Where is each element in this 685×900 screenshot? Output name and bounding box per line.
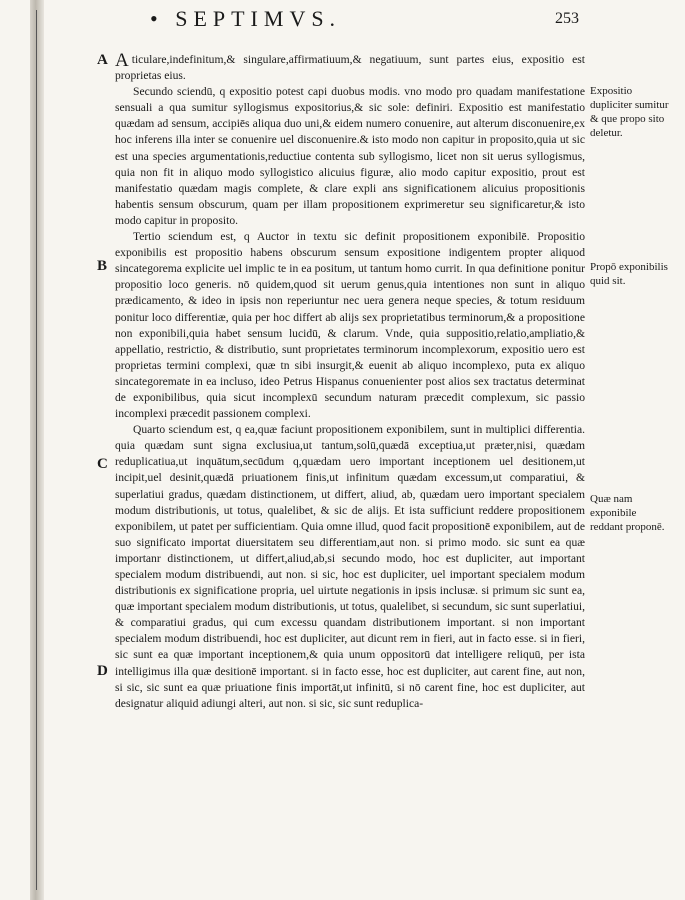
- page-header: [150, 6, 580, 36]
- page-number: 253: [555, 10, 579, 27]
- marginal-note-expositio: Expositio dupliciter sumitur & que propo sito deletur.: [590, 85, 669, 139]
- marginal-note-quae-nam: Quæ nam exponibile reddant proponē.: [590, 493, 665, 533]
- page-gutter-line: [36, 10, 37, 890]
- section-letter-d: D: [97, 663, 108, 679]
- paragraph-first: [115, 52, 585, 84]
- drop-cap: A: [115, 50, 129, 71]
- running-title: • SEPTIMVS.: [150, 6, 342, 31]
- section-letter-b: B: [97, 258, 108, 274]
- marginal-note-propositio: Propō exponibilis quid sit.: [590, 261, 668, 287]
- paragraph-first-text: ticulare,indefinitum,& singulare,affirmatiuum,& negatiuum, sunt partes eius, expositio est proprietas eius.: [115, 53, 585, 83]
- main-text-column: [115, 52, 585, 712]
- paragraph-secundo: Secundo sciendū, q expositio potest capi duobus modis. vno modo pro quadam manifestatione sensuali a qua sumitur syllogismus expositorius,& sic sole: definiri. Expositio est manifestatio quædam ad sensum, accipiēs aliqua duo uni,& eidem numero conuenire, aut alterum disconuenire,ex hoc inferens illa inter se conuenire uel disconuenire.& isto modo non capitur in proposito,quia ut sic est una species argumentationis,reductiue contenta sub syllogismo, licet non sit uerus syllogismus, quia non fit in aliquo modo syllogistico alicuius figuræ, alio modo capitur expositio, prout est manifestatio quædam magis complete, & clare expli ans significationem alicuius propositionis habentis sensum obscurum, quam per illam propositionem exprimeretur seu significaretur,& isto modo capitur in proposito.: [115, 85, 585, 227]
- paragraph-tertio: Tertio sciendum est, q Auctor in textu sic definit propositionem exponibilē. Propositio exponibilis est propositio habens obscurum sensum expositione indigentem propter aliquod sincategorema explicite uel implic te in ea positum, ut tantum homo currit. In qua definitione ponitur propositio loco generis. nō quidem,quod sit uerum genus,quia intentiones non sunt in aliquo prædicamento, & ideo in ipsis non reperiuntur nec uera genera neque species, & totum residuum ponitur loco differentiæ, quia per hoc differt ab alijs sex proprietatibus terminorum,& a propositione non exponibili,quia habet sensum lucidū, & clarum. Vnde, quia suppositio,relatio,ampliatio,& appellatio, restrictio, & distributio, sunt proprietates terminorum incomplexorum, expositio uero est proprietas termini complexi, quæ tn sibi insurgit,& euenit ab aliquo incomplexo, puta ex aliquo sincategoremate in ea incluso, ideo Petrus Hispanus conuenienter post alios sex tractatus determinat de exponibilibus, quia sicut incomplexū secundum naturam præcedit complexum, sic passio incomplexi præcedit passionem complexi.: [115, 230, 585, 421]
- section-letter-a: A: [97, 52, 108, 68]
- paragraph-quarto: Quarto sciendum est, q ea,quæ faciunt propositionem exponibilem, sunt in multiplici differentia. quia quædam sunt signa exclusiua,ut tantum,solū,quædā exceptiua,ut præter,nisi, quædam reduplicatiua,ut inquātum,secūdum q,quædam uero important inceptionem uel desitionem,ut incipit,uel desinit,quædā priuationem finis,ut infinitum quædam excessum,ut comparatiui, & superlatiui gradus, quædam distinctionem, ut differt, aliud, ab, quædam uero important specialem modum distributionis, ut totus, qualelibet, & sic de alijs. Et ista sufficiunt reddere propositionem exponibilem, ut patet per sufficientiam. Quia omne illud, quod facit propositionē exponibilem, aut de suo significato importat diuersitatem seu differentiam,aut non. si primo modo. sic sunt ea quæ importanr distinctionem, ut differt,aliud,ab,si secundo modo, hoc est dupliciter, aut important specialem modum distribuendi, aut non. si sic, hoc est dupliciter, uel important specialem modum distributionis ex significatione propria, uel uirtute negationis in ipsis inclusæ. si primum sic sunt ea, quæ important specialem modum distributionis, ut totus, qualelibet, si secundum, sic sunt superlatiui, & comparatiui gradus, qui cum excessu quandam distributionem important. si non important specialem modum distribuendi, hoc est dupliciter, aut dicunt rem in fieri, aut in facto esse. si in fieri, sic sunt ea quæ important inceptionem,& quia unum oppositorū dat intelligere reliquū, per ista intelligimus illa quæ desitionē important. si in facto esse, hoc est dupliciter, aut carent fine, aut non, si sic, sic sunt ea quæ priuatione finis importāt,ut infinitū, si nō carent fine, hoc est dupliciter, aut designatur aliquid adiungi alteri, aut non. si sic, sic sunt reduplica-: [115, 423, 585, 710]
- section-letter-c: C: [97, 456, 108, 472]
- book-binding-shadow: [30, 0, 44, 900]
